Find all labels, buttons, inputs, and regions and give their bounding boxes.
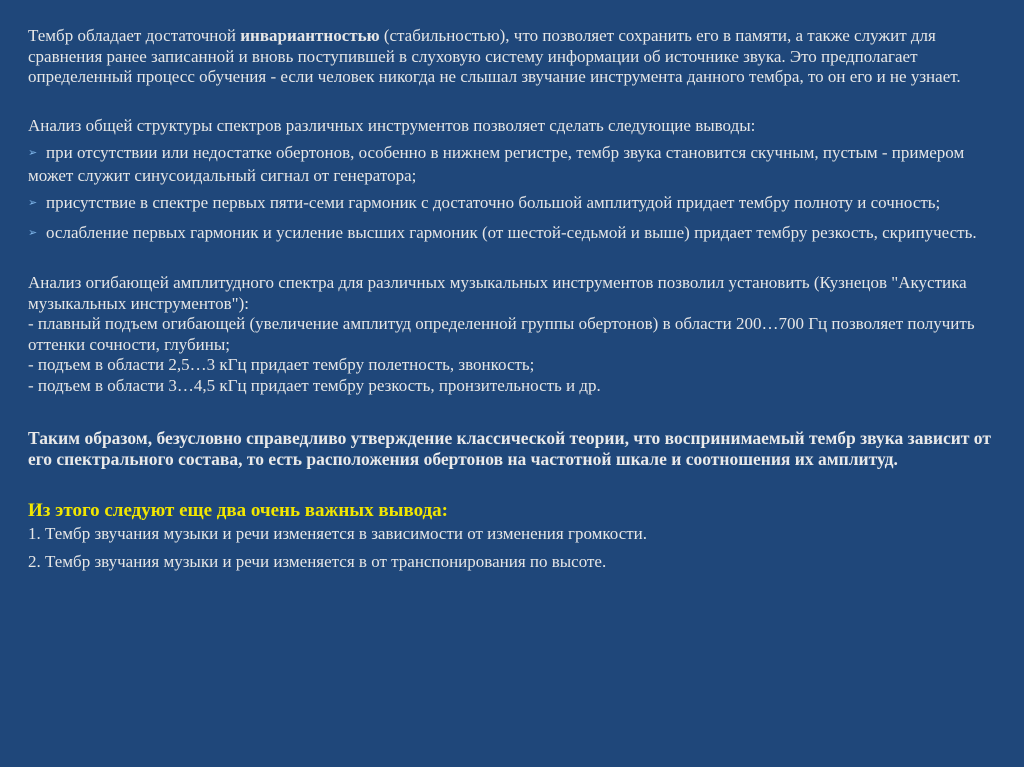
para1-rest: (стабильностью), что позволяет сохранить его в памяти, а также служит для сравнения ранее записанной и вновь поступившей в слуховую систему информации об источнике звука. Это предполагает определенный процесс обучения - если человек никогда не слышал звучание инструмента данного тембра, то он его и не узнает. — [28, 26, 961, 86]
envelope-line: - подъем в области 2,5…3 кГц придает тембру полетность, звонкость; — [28, 355, 535, 374]
bullet-item — [28, 143, 996, 186]
para1-bold-term: инвариантностью — [240, 26, 380, 45]
envelope-line: Анализ огибающей амплитудного спектра для различных музыкальных инструментов позволил установить (Кузнецов "Акустика музыкальных инструментов"): — [28, 273, 967, 313]
conclusion-item: 2. Тембр звучания музыки и речи изменяется в от транспонирования по высоте. — [28, 551, 607, 571]
arrow-bullet-icon: ➢ — [28, 226, 38, 239]
paragraph-envelope-analysis — [28, 273, 996, 396]
bullet-item — [28, 193, 996, 216]
arrow-bullet-icon: ➢ — [28, 147, 38, 159]
conclusion-paragraph: Таким образом, безусловно справедливо утверждение классической теории, что воспринимаемый тембр звука зависит от его спектрального состава, то есть расположения обертонов на частотной шкале и соотношения их амплитуд. — [28, 428, 991, 469]
bullet-item — [28, 223, 996, 246]
paragraph-spectrum-intro: Анализ общей структуры спектров различных инструментов позволяет сделать следующие выводы: — [28, 115, 756, 135]
para1-lead: Тембр обладает достаточной — [28, 26, 241, 45]
slide-content — [28, 26, 996, 572]
bullet-text: при отсутствии или недостатке обертонов, особенно в нижнем регистре, тембр звука становится скучным, пустым - примером может служит синусоидальный сигнал от генератора; — [28, 143, 965, 185]
conclusion-item: 1. Тембр звучания музыки и речи изменяется в зависимости от изменения громкости. — [28, 524, 648, 543]
bullet-text: присутствие в спектре первых пяти-семи гармоник с достаточно большой амплитудой придает тембру полноту и сочность; — [46, 193, 941, 212]
arrow-bullet-icon: ➢ — [28, 197, 38, 209]
paragraph-timbre-invariance — [28, 26, 996, 88]
envelope-line: - подъем в области 3…4,5 кГц придает тембру резкость, пронзительность и др. — [28, 375, 601, 395]
conclusions-heading: Из этого следуют еще два очень важных вывода: — [28, 500, 448, 521]
bullet-text: ослабление первых гармоник и усиление высших гармоник (от шестой-седьмой и выше) придает тембру резкость, скрипучесть. — [46, 222, 977, 242]
envelope-line: - плавный подъем огибающей (увеличение амплитуд определенной группы обертонов) в области 200…700 Гц позволяет получить оттенки сочности, глубины; — [28, 314, 975, 354]
